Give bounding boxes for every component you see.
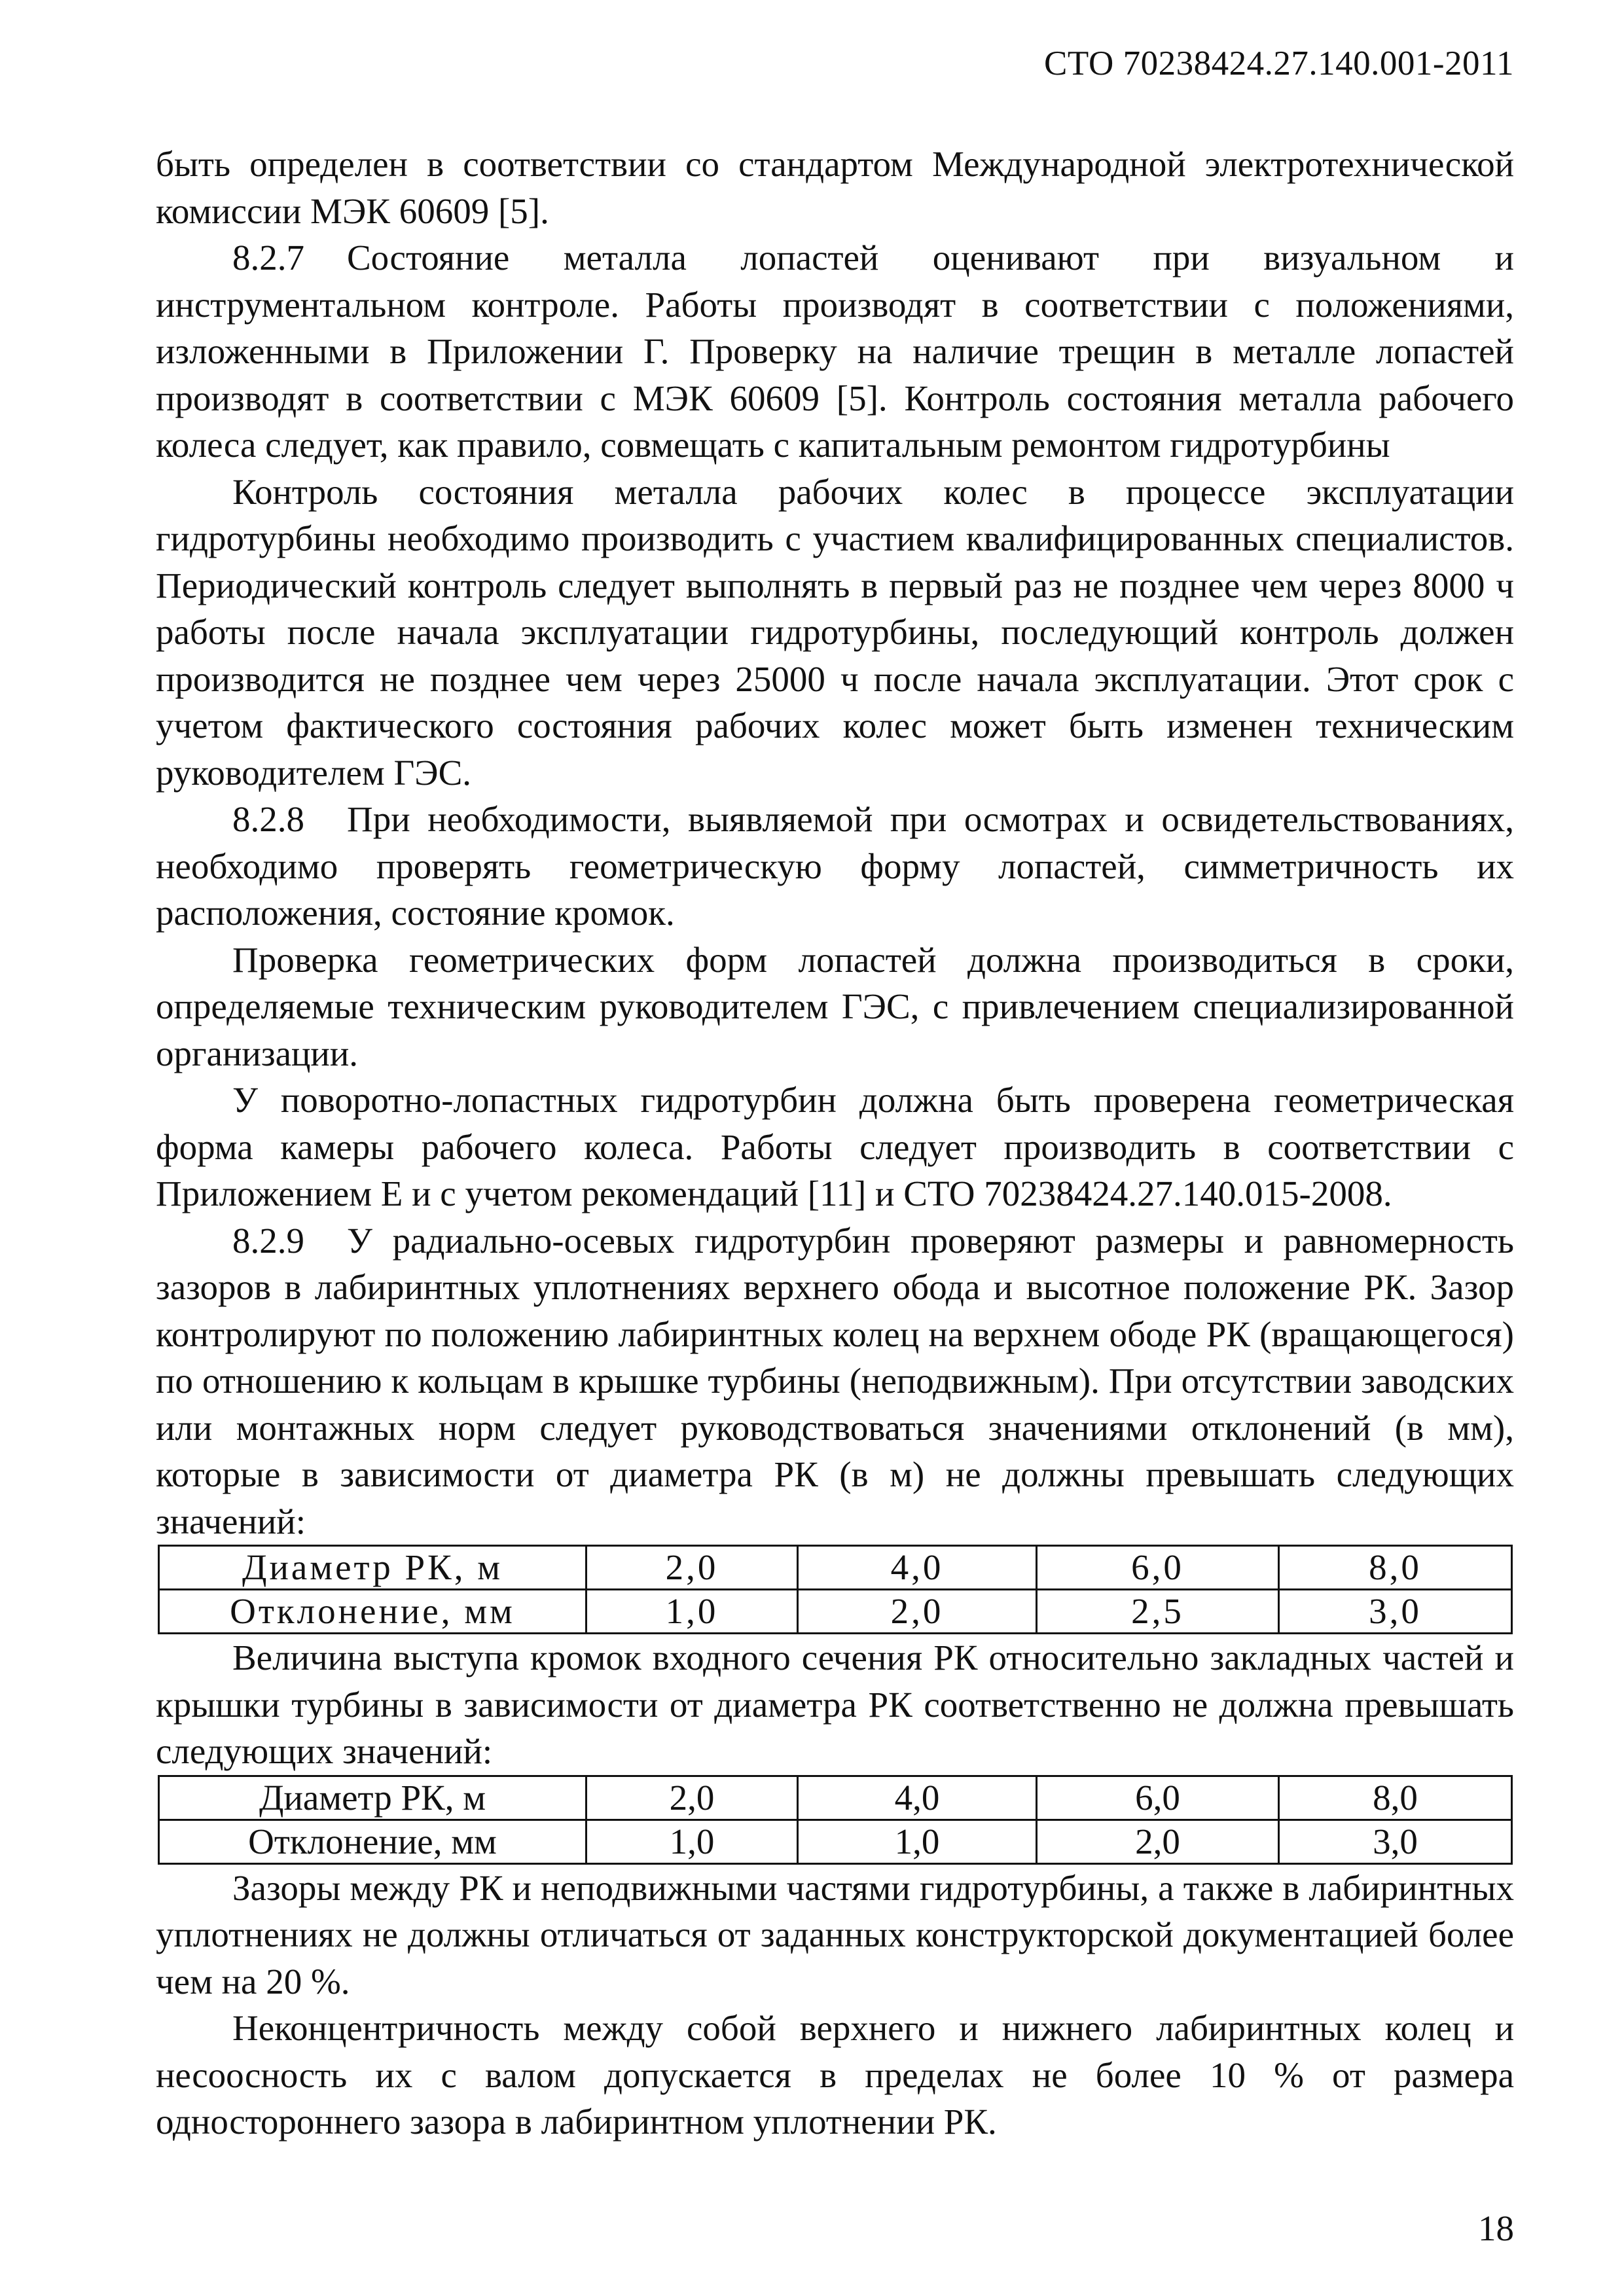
table-row xyxy=(159,1546,1512,1590)
clause-number: 8.2.8 xyxy=(232,799,304,839)
table-cell: 6,0 xyxy=(1037,1776,1279,1820)
table-row xyxy=(159,1820,1512,1863)
row-label: Отклонение, мм xyxy=(159,1820,586,1863)
page-number: 18 xyxy=(1478,2208,1514,2248)
document-code-header: СТО 70238424.27.140.001-2011 xyxy=(1044,45,1514,82)
paragraph-8-2-8 xyxy=(156,796,1514,937)
paragraph-8-2-7 xyxy=(156,234,1514,469)
table-cell: 2,5 xyxy=(1037,1590,1279,1634)
table-cell: 2,0 xyxy=(586,1546,798,1590)
gap-deviation-table xyxy=(158,1545,1513,1634)
paragraph-8-2-9 xyxy=(156,1217,1514,1545)
table-cell: 6,0 xyxy=(1037,1546,1279,1590)
table-cell: 8,0 xyxy=(1279,1546,1512,1590)
row-label: Отклонение, мм xyxy=(159,1590,586,1634)
table-cell: 4,0 xyxy=(798,1776,1037,1820)
table-cell: 1,0 xyxy=(798,1820,1037,1863)
document-body xyxy=(156,141,1514,2145)
paragraph-text: Состояние металла лопастей оценивают при визуальном и инструментальном контроле. Работы производят в соответствии с положениями, изложенными в Приложении Г. Проверку на наличие трещин в металле лопастей производят в соответствии с МЭК 60609 [5]. Контроль состояния металла рабочего колеса следует, как правило, совмещать с капитальным ремонтом гидротурбины xyxy=(156,238,1514,465)
row-label: Диаметр РК, м xyxy=(159,1546,586,1590)
table-cell: 4,0 xyxy=(798,1546,1037,1590)
edge-protrusion-table xyxy=(158,1775,1513,1865)
table-cell: 1,0 xyxy=(586,1820,798,1863)
table-row xyxy=(159,1590,1512,1634)
paragraph-kaplan-chamber: У поворотно-лопастных гидротурбин должна быть проверена геометрическая форма камеры рабочего колеса. Работы следует производить в соответствии с Приложением Е и с учетом рекомендаций [11] и СТО 70238424.27.140.015-2008. xyxy=(156,1080,1514,1213)
table-row xyxy=(159,1776,1512,1820)
paragraph-text: При необходимости, выявляемой при осмотрах и освидетельствованиях, необходимо проверять геометрическую форму лопастей, симметричность их расположения, состояние кромок. xyxy=(156,799,1514,933)
table-cell: 3,0 xyxy=(1279,1590,1512,1634)
paragraph-metal-control: Контроль состояния металла рабочих колес в процессе эксплуатации гидротурбины необходимо производить с участием квалифицированных специалистов. Периодический контроль следует выполнять в первый раз не позднее чем через 8000 ч работы после начала эксплуатации гидротурбины, последующий контроль должен производится не позднее чем через 25000 ч после начала эксплуатации. Этот срок с учетом фактического состояния рабочих колес может быть изменен техническим руководителем ГЭС. xyxy=(156,471,1514,793)
table-cell: 2,0 xyxy=(1037,1820,1279,1863)
table-cell: 8,0 xyxy=(1279,1776,1512,1820)
paragraph-eccentricity: Неконцентричность между собой верхнего и нижнего лабиринтных колец и несоосность их с валом допускается в пределах не более 10 % от размера одностороннего зазора в лабиринтном уплотнении РК. xyxy=(156,2008,1514,2142)
row-label: Диаметр РК, м xyxy=(159,1776,586,1820)
paragraph-geometry-check: Проверка геометрических форм лопастей должна производиться в сроки, определяемые техническим руководителем ГЭС, с привлечением специализированной организации. xyxy=(156,939,1514,1073)
paragraph-clearances: Зазоры между РК и неподвижными частями гидротурбины, а также в лабиринтных уплотнениях не должны отличаться от заданных конструкторской документацией более чем на 20 %. xyxy=(156,1867,1514,2001)
paragraph-continuation: быть определен в соответствии со стандартом Международной электротехнической комиссии МЭК 60609 [5]. xyxy=(156,144,1514,231)
table-cell: 2,0 xyxy=(798,1590,1037,1634)
clause-number: 8.2.7 xyxy=(232,238,304,278)
table-cell: 2,0 xyxy=(586,1776,798,1820)
table-cell: 3,0 xyxy=(1279,1820,1512,1863)
table-cell: 1,0 xyxy=(586,1590,798,1634)
clause-number: 8.2.9 xyxy=(232,1220,304,1261)
paragraph-edge-protrusion: Величина выступа кромок входного сечения РК относительно закладных частей и крышки турбины в зависимости от диаметра РК соответственно не должна превышать следующих значений: xyxy=(156,1638,1514,1771)
paragraph-text: У радиально-осевых гидротурбин проверяют размеры и равномерность зазоров в лабиринтных уплотнениях верхнего обода и высотное положение РК. Зазор контролируют по положению лабиринтных колец на верхнем ободе РК (вращающегося) по отношению к кольцам в крышке турбины (неподвижным). При отсутствии заводских или монтажных норм следует руководствоваться значениями отклонений (в мм), которые в зависимости от диаметра РК (в м) не должны превышать следующих значений: xyxy=(156,1220,1514,1541)
